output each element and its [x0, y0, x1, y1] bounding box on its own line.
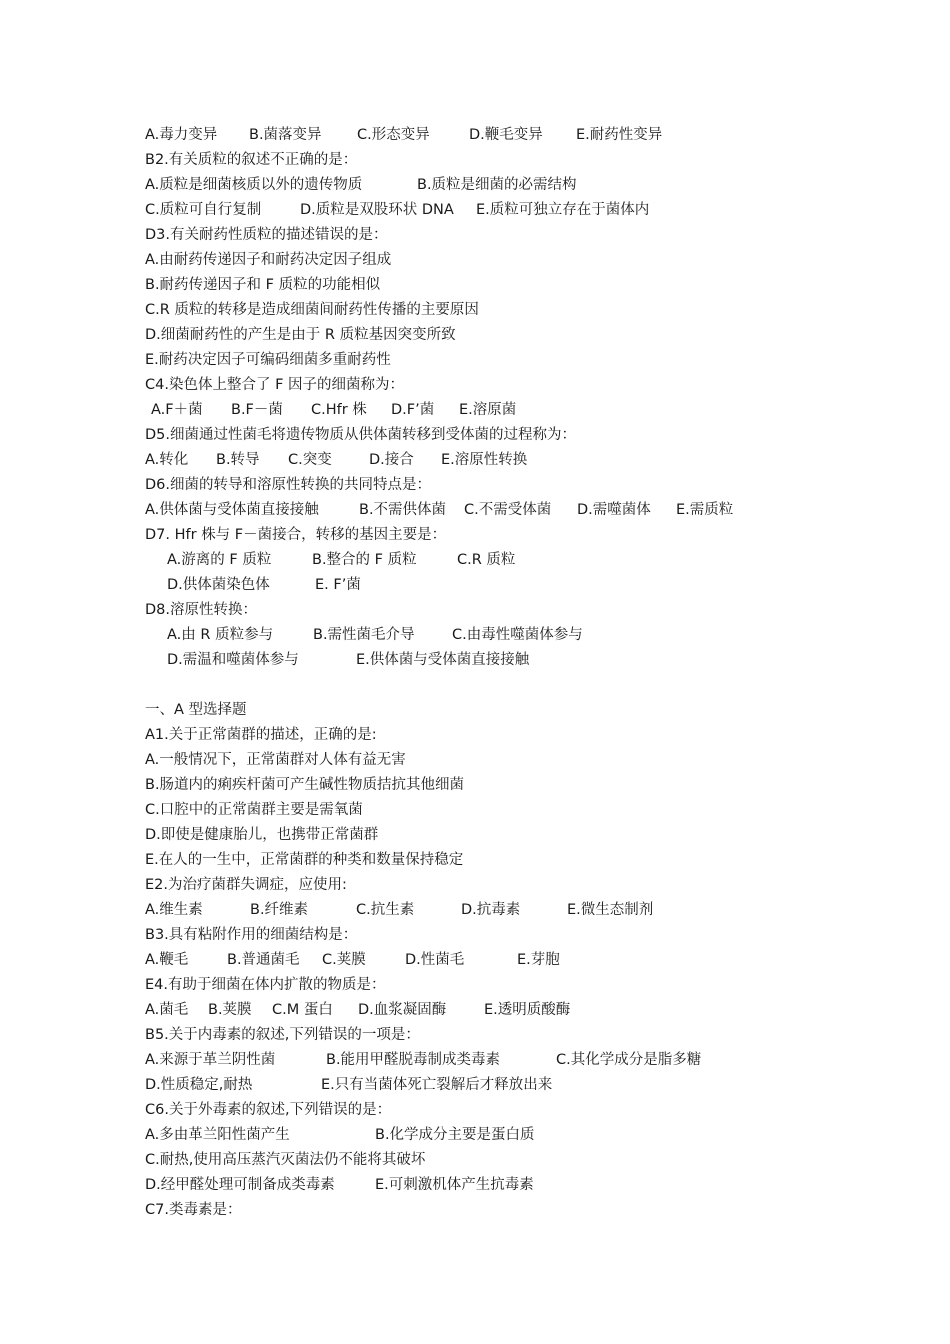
text-segment: C.质粒可自行复制	[145, 202, 262, 218]
text-segment: C.由毒性噬菌体参与	[452, 627, 583, 643]
text-segment: C.不需受体菌	[464, 502, 552, 518]
text-segment: B.荚膜	[208, 1002, 252, 1018]
text-segment: D.需温和噬菌体参与	[167, 652, 299, 668]
text-segment: B3.具有粘附作用的细菌结构是：	[145, 927, 358, 943]
text-segment: A.质粒是细菌核质以外的遗传物质	[145, 177, 363, 193]
text-segment: D.经甲醛处理可制备成类毒素	[145, 1177, 335, 1193]
text-segment: E.耐药性变异	[576, 127, 663, 143]
text-segment: A.多由革兰阳性菌产生	[145, 1127, 290, 1143]
text-segment: A.F＋菌	[151, 402, 203, 418]
text-segment: A.游离的 F 质粒	[167, 552, 272, 568]
text-segment: A.由 R 质粒参与	[167, 627, 274, 643]
text-segment: D.性质稳定,耐热	[145, 1077, 253, 1093]
text-segment: E.耐药决定因子可编码细菌多重耐药性	[145, 352, 391, 368]
text-segment: C.抗生素	[356, 902, 415, 918]
text-segment: A.供体菌与受体菌直接接触	[145, 502, 319, 518]
text-segment: B5.关于内毒素的叙述,下列错误的一项是：	[145, 1027, 420, 1043]
text-segment: E. F’菌	[315, 577, 361, 593]
text-segment: E.只有当菌体死亡裂解后才释放出来	[321, 1077, 553, 1093]
text-segment: C.M 蛋白	[272, 1002, 333, 1018]
text-segment: B.化学成分主要是蛋白质	[375, 1127, 535, 1143]
text-segment: E.透明质酸酶	[484, 1002, 571, 1018]
text-segment: B.需性菌毛介导	[313, 627, 415, 643]
text-segment: B.普通菌毛	[227, 952, 300, 968]
text-segment: B.菌落变异	[249, 127, 322, 143]
text-segment: D7. Hfr 株与 F－菌接合，转移的基因主要是：	[145, 527, 447, 543]
text-segment: A.鞭毛	[145, 952, 189, 968]
text-segment: E.溶原性转换	[441, 452, 528, 468]
text-segment: B.耐药传递因子和 F 质粒的功能相似	[145, 277, 381, 293]
text-segment: A.维生素	[145, 902, 203, 918]
text-segment: B.转导	[216, 452, 260, 468]
text-segment: B.整合的 F 质粒	[312, 552, 417, 568]
text-segment: E.芽胞	[517, 952, 560, 968]
text-segment: E.可刺激机体产生抗毒素	[375, 1177, 534, 1193]
text-segment: C.突变	[288, 452, 332, 468]
text-segment: B2.有关质粒的叙述不正确的是：	[145, 152, 358, 168]
text-segment: D3.有关耐药性质粒的描述错误的是：	[145, 227, 388, 243]
text-segment: E.微生态制剂	[567, 902, 654, 918]
text-segment: B.纤维素	[250, 902, 309, 918]
text-segment: D.抗毒素	[461, 902, 521, 918]
text-segment: C.形态变异	[357, 127, 430, 143]
text-segment: D6.细菌的转导和溶原性转换的共同特点是：	[145, 477, 431, 493]
text-segment: A.来源于革兰阴性菌	[145, 1052, 276, 1068]
text-segment: B.F－菌	[231, 402, 283, 418]
text-segment: D.质粒是双股环状 DNA	[300, 202, 454, 218]
text-segment: D.接合	[369, 452, 414, 468]
text-segment: D.性菌毛	[405, 952, 465, 968]
text-segment: C6.关于外毒素的叙述,下列错误的是：	[145, 1102, 392, 1118]
text-segment: E.供体菌与受体菌直接接触	[356, 652, 530, 668]
text-segment: E.在人的一生中，正常菌群的种类和数量保持稳定	[145, 852, 464, 868]
text-segment: B.肠道内的痢疾杆菌可产生碱性物质拮抗其他细菌	[145, 777, 465, 793]
text-segment: B.能用甲醛脱毒制成类毒素	[326, 1052, 501, 1068]
text-segment: D.需噬菌体	[577, 502, 651, 518]
text-segment: E.质粒可独立存在于菌体内	[476, 202, 650, 218]
text-segment: A.由耐药传递因子和耐药决定因子组成	[145, 252, 392, 268]
text-segment: D.即使是健康胎儿，也携带正常菌群	[145, 827, 379, 843]
text-segment: B.质粒是细菌的必需结构	[417, 177, 577, 193]
text-segment: D.鞭毛变异	[469, 127, 543, 143]
text-segment: B.不需供体菌	[359, 502, 447, 518]
text-segment: A.毒力变异	[145, 127, 218, 143]
text-segment: D.细菌耐药性的产生是由于 R 质粒基因突变所致	[145, 327, 456, 343]
text-segment: C.耐热,使用高压蒸汽灭菌法仍不能将其破坏	[145, 1152, 426, 1168]
text-segment: D.F’菌	[391, 402, 435, 418]
text-segment: C.口腔中的正常菌群主要是需氧菌	[145, 802, 363, 818]
text-segment: A.一般情况下，正常菌群对人体有益无害	[145, 752, 406, 768]
text-segment: D8.溶原性转换：	[145, 602, 257, 618]
text-segment: D5.细菌通过性菌毛将遗传物质从供体菌转移到受体菌的过程称为：	[145, 427, 576, 443]
text-segment: C.R 质粒的转移是造成细菌间耐药性传播的主要原因	[145, 302, 479, 318]
text-segment: A.菌毛	[145, 1002, 189, 1018]
text-segment: D.供体菌染色体	[167, 577, 270, 593]
text-segment: C.其化学成分是脂多糖	[556, 1052, 702, 1068]
text-segment: E4.有助于细菌在体内扩散的物质是：	[145, 977, 386, 993]
text-segment: E2.为治疗菌群失调症，应使用:	[145, 877, 347, 893]
text-segment: C.R 质粒	[457, 552, 516, 568]
text-segment: C.Hfr 株	[311, 402, 367, 418]
text-segment: E.溶原菌	[459, 402, 517, 418]
text-segment: C.荚膜	[322, 952, 366, 968]
text-segment: 一、A 型选择题	[145, 702, 247, 718]
text-segment: C7.类毒素是：	[145, 1202, 242, 1218]
text-segment: A.转化	[145, 452, 189, 468]
text-segment: D.血浆凝固酶	[358, 1002, 447, 1018]
text-segment: A1.关于正常菌群的描述，正确的是:	[145, 727, 377, 743]
text-segment: E.需质粒	[676, 502, 734, 518]
text-segment: C4.染色体上整合了 F 因子的细菌称为：	[145, 377, 405, 393]
